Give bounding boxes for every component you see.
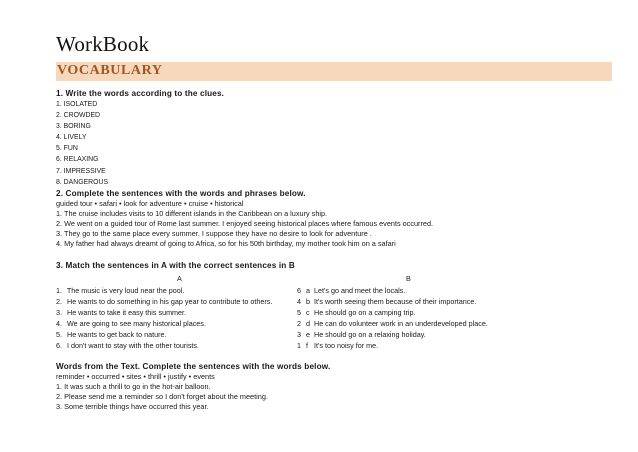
list-item: 4. LIVELY <box>56 134 87 142</box>
match-answer: 3 <box>297 330 301 339</box>
column-b-header: B <box>406 274 411 283</box>
list-item: 7. IMPRESSIVE <box>56 167 106 175</box>
exercise-3-heading: 3. Match the sentences in A with the correct sentences in B <box>56 261 295 270</box>
match-a-item: 1. The music is very loud near the pool. <box>56 286 185 295</box>
section-banner <box>56 62 612 81</box>
exercise-4-sentence: 1. It was such a thrill to go in the hot-air balloon. <box>56 382 211 391</box>
match-answer: 5 <box>297 308 301 317</box>
match-answer: 4 <box>297 297 301 306</box>
list-item: 2. CROWDED <box>56 112 101 120</box>
match-a-item: 2. He wants to do something in his gap year to contribute to others. <box>56 297 273 306</box>
match-b-item: 4 b It's worth seeing them because of their importance. <box>297 297 477 306</box>
match-answer: 2 <box>297 319 301 328</box>
section-title: VOCABULARY <box>57 63 163 78</box>
match-b-item: 2 d He can do volunteer work in an underdeveloped place. <box>297 319 488 328</box>
list-item: 6. RELAXING <box>56 156 99 164</box>
exercise-2-sentence: 4. My father had always dreamt of going to Africa, so for his 50th birthday, my mother took him on a safari <box>56 239 396 248</box>
exercise-2-sentence: 2. We went on a guided tour of Rome last summer. I enjoyed seeing historical places where famous events occurred. <box>56 219 434 228</box>
column-a-list <box>56 285 272 351</box>
exercise-4-sentence: 2. Please send me a reminder so I don't forget about the meeting. <box>56 392 268 401</box>
exercise-2-word-bank: guided tour • safari • look for adventure • cruise • historical <box>56 199 244 208</box>
exercise-1-word-list <box>56 99 108 188</box>
exercise-2-sentence: 1. The cruise includes visits to 10 different islands in the Caribbean on a luxury ship. <box>56 209 328 218</box>
list-item: 1. ISOLATED <box>56 101 98 108</box>
match-a-item: 5. He wants to get back to nature. <box>56 330 167 339</box>
list-item: 3. BORING <box>56 123 91 131</box>
match-b-item: 3 e He should go on a relaxing holiday. <box>297 330 426 339</box>
exercise-2-sentence: 3. They go to the same place every summer. I suppose they have no desire to look for adventure . <box>56 229 372 238</box>
match-b-item: 1 f It's too noisy for me. <box>297 341 379 350</box>
match-answer: 1 <box>297 341 301 350</box>
list-item: 5. FUN <box>56 145 78 153</box>
match-answer: 6 <box>297 286 301 295</box>
exercise-4-heading: Words from the Text. Complete the sentences with the words below. <box>56 362 331 371</box>
column-a-header: A <box>177 274 182 283</box>
match-b-item: 6 a Let's go and meet the locals. <box>297 286 406 295</box>
page-title: WorkBook <box>56 32 150 56</box>
match-a-item: 4. We are going to see many historical places. <box>56 319 206 328</box>
match-a-item: 6. I don't want to stay with the other tourists. <box>56 341 200 350</box>
exercise-2-heading: 2. Complete the sentences with the words and phrases below. <box>56 189 306 198</box>
column-b-list <box>297 285 488 351</box>
exercise-4-sentence: 3. Some terrible things have occurred this year. <box>56 402 209 411</box>
match-b-item: 5 c He should go on a camping trip. <box>297 308 416 317</box>
exercise-1-heading: 1. Write the words according to the clues. <box>56 89 225 98</box>
exercise-4-word-bank: reminder • occurred • sites • thrill • justify • events <box>56 372 215 381</box>
match-a-item: 3. He wants to take it easy this summer. <box>56 308 187 317</box>
list-item: 8. DANGEROUS <box>56 178 109 186</box>
